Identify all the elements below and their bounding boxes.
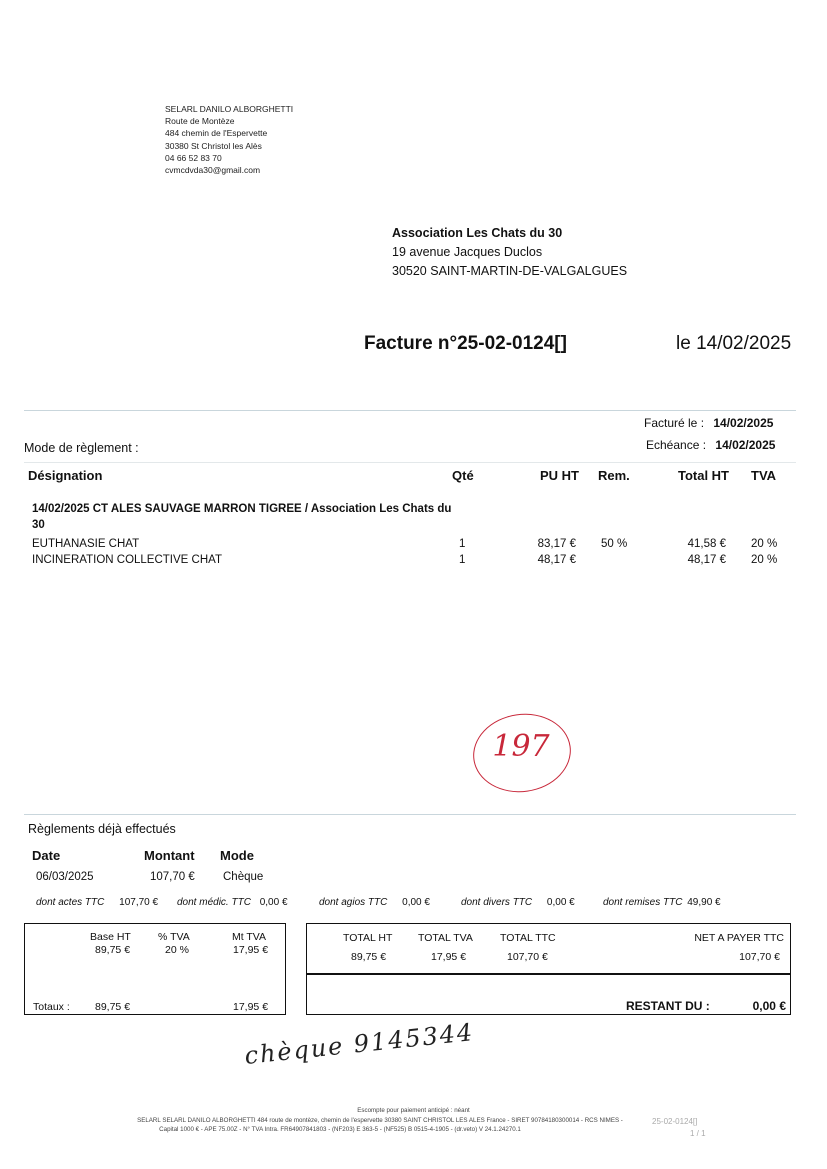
breakdown-label: dont actes TTC xyxy=(36,897,105,908)
due-date-row xyxy=(646,438,775,452)
sender-address-line: 484 chemin de l'Espervette xyxy=(165,128,268,139)
sender-name: SELARL DANILO ALBORGHETTI xyxy=(165,104,294,114)
recipient-block xyxy=(392,224,627,281)
recipient-name: Association Les Chats du 30 xyxy=(392,226,563,240)
vat-totals-base: 89,75 € xyxy=(95,1001,131,1013)
payments-header-amount: Montant xyxy=(144,848,195,863)
row-designation: INCINERATION COLLECTIVE CHAT xyxy=(32,554,222,566)
totals-divider xyxy=(307,973,790,975)
billed-value: 14/02/2025 xyxy=(713,416,774,430)
footer-legal-line: SELARL SELARL DANILO ALBORGHETTI 484 route de montèze, chemin de l'espervette 30380 SAINT CHRISTOL LES ALES France - SIRET 90784180300014 - RCS NIMES - xyxy=(137,1117,623,1124)
breakdown-label: dont divers TTC xyxy=(461,897,533,908)
breakdown-label: dont médic. TTC xyxy=(177,897,251,908)
vat-header-base: Base HT xyxy=(90,931,131,943)
billed-label: Facturé le : xyxy=(644,416,705,430)
net-amount: 107,70 € xyxy=(739,951,780,963)
breakdown-label: dont agios TTC xyxy=(319,897,388,908)
row-pu-ht: 48,17 € xyxy=(537,554,576,566)
due-label: Echéance : xyxy=(646,438,707,452)
recipient-street: 19 avenue Jacques Duclos xyxy=(392,245,543,259)
breakdown-value: 49,90 € xyxy=(687,897,721,908)
invoice-date: le 14/02/2025 xyxy=(676,333,792,354)
breakdown-item xyxy=(603,897,721,908)
payment-mode-label: Mode de règlement : xyxy=(24,441,139,455)
row-qty: 1 xyxy=(459,554,466,566)
billed-date-row xyxy=(644,416,773,430)
sender-email: cvmcdvda30@gmail.com xyxy=(165,165,261,176)
sender-phone: 04 66 52 83 70 xyxy=(165,152,222,163)
col-header-tva: TVA xyxy=(751,468,777,483)
due-value: 14/02/2025 xyxy=(715,438,776,452)
payment-date: 06/03/2025 xyxy=(36,871,94,883)
vat-header-rate: % TVA xyxy=(158,931,190,943)
payment-mode: Chèque xyxy=(223,871,264,883)
vat-rate: 20 % xyxy=(165,944,189,956)
divider xyxy=(24,814,796,815)
vat-header-amount: Mt TVA xyxy=(232,931,267,943)
col-header-total-ht: Total HT xyxy=(677,468,729,483)
total-ttc: 107,70 € xyxy=(507,951,548,963)
divider xyxy=(24,410,796,411)
total-ttc-label: TOTAL TTC xyxy=(500,932,556,944)
payments-header-date: Date xyxy=(32,848,61,863)
footer-invoice-ref: 25-02-0124[] xyxy=(652,1117,698,1126)
remaining-due-label: RESTANT DU : xyxy=(626,999,710,1013)
net-label: NET A PAYER TTC xyxy=(694,932,784,944)
col-header-pu-ht: PU HT xyxy=(540,468,579,483)
breakdown-value: 0,00 € xyxy=(546,897,575,908)
sender-address-line: 30380 St Christol les Alès xyxy=(165,140,262,151)
row-total-ht: 41,58 € xyxy=(687,538,726,550)
vat-totals-label: Totaux : xyxy=(33,1001,70,1013)
vat-base: 89,75 € xyxy=(95,944,131,956)
row-pu-ht: 83,17 € xyxy=(537,538,576,550)
row-qty: 1 xyxy=(459,538,466,550)
col-header-designation: Désignation xyxy=(28,468,103,483)
breakdown-item xyxy=(461,897,575,908)
breakdown-value: 107,70 € xyxy=(119,897,159,908)
stamp-number: 197 xyxy=(492,729,550,764)
footer-legal-line: Capital 1000 € - APE 75.00Z - N° TVA Intra. FR64907841803 - (NF203) E 363-5 - (NF525) B 0515-4-1905 - (dr.veto) V 24.1.24270.1 xyxy=(159,1126,521,1133)
breakdown-value: 0,00 € xyxy=(402,897,430,908)
recipient-city: 30520 SAINT-MARTIN-DE-VALGALGUES xyxy=(392,264,628,278)
payments-header-mode: Mode xyxy=(220,848,254,863)
total-ht-label: TOTAL HT xyxy=(343,932,393,944)
vat-amount: 17,95 € xyxy=(233,944,269,956)
payments-title: Règlements déjà effectués xyxy=(28,822,176,836)
handwritten-cheque-note: chèque 9145344 xyxy=(243,1018,476,1070)
row-designation: EUTHANASIE CHAT xyxy=(32,538,140,550)
invoice-title: Facture n°25-02-0124[] xyxy=(364,333,567,354)
breakdown-value: 0,00 € xyxy=(259,897,288,908)
payment-amount: 107,70 € xyxy=(150,871,195,883)
vat-totals-amount: 17,95 € xyxy=(233,1001,269,1013)
breakdown-item xyxy=(36,897,158,908)
row-tva: 20 % xyxy=(751,538,778,550)
row-rem: 50 % xyxy=(601,538,628,550)
breakdown-item xyxy=(177,897,288,908)
breakdown-item xyxy=(319,897,430,908)
col-header-rem: Rem. xyxy=(598,468,630,483)
col-header-qty: Qté xyxy=(452,468,474,483)
breakdown-label: dont remises TTC xyxy=(603,897,683,908)
divider xyxy=(24,462,796,463)
remaining-due-amount: 0,00 € xyxy=(752,999,786,1013)
row-tva: 20 % xyxy=(751,554,778,566)
total-tva-label: TOTAL TVA xyxy=(418,932,473,944)
total-tva: 17,95 € xyxy=(431,951,467,963)
line-group-title: 14/02/2025 CT ALES SAUVAGE MARRON TIGREE / Association Les Chats du 30 xyxy=(32,503,452,531)
footer-page-number: 1 / 1 xyxy=(690,1129,706,1138)
row-total-ht: 48,17 € xyxy=(687,554,726,566)
footer-discount: Escompte pour paiement anticipé : néant xyxy=(357,1107,470,1114)
total-ht: 89,75 € xyxy=(351,951,387,963)
sender-block xyxy=(165,103,293,176)
sender-address-line: Route de Montèze xyxy=(165,116,235,127)
